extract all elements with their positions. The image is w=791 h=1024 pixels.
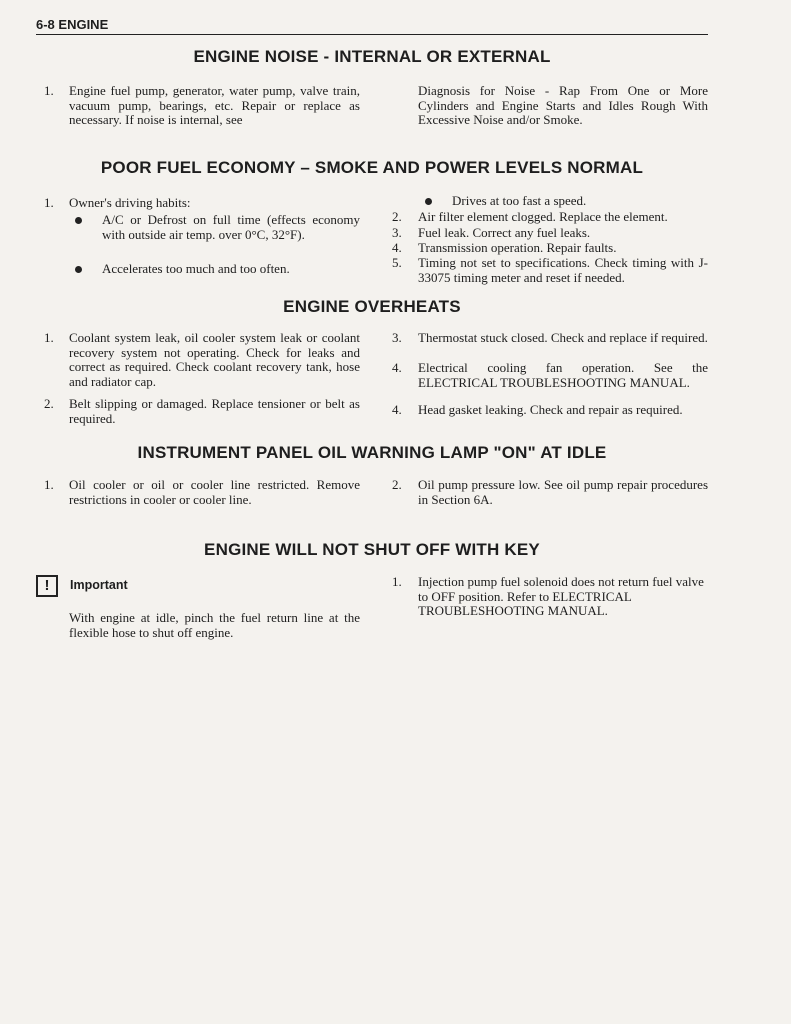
fuel-item-2-text: Air filter element clogged. Replace the element.	[418, 209, 668, 224]
overheat-item-1-text: Coolant system leak, oil cooler system leak or coolant recovery system not operating. Check for leaks and correct as required. Check coolant recovery tank, hose and radiator cap.	[69, 330, 360, 389]
bullet-icon	[75, 266, 82, 273]
overheat-item-2-text: Belt slipping or damaged. Replace tensioner or belt as required.	[69, 396, 360, 426]
noise-item-1-text: Engine fuel pump, generator, water pump, valve train, vacuum pump, bearings, etc. Repair or replace as necessary. If noise is internal, see	[69, 83, 360, 127]
shutoff-item-1-text: Injection pump fuel solenoid does not return fuel valve to OFF position. Refer to ELECTRICAL TROUBLESHOOTING MANUAL.	[418, 574, 704, 618]
item-number: 4.	[392, 360, 402, 375]
fuel-bullet-1-text: A/C or Defrost on full time (effects economy with outside air temp. over 0°C, 32°F).	[102, 212, 360, 242]
item-number: 1.	[44, 330, 54, 345]
item-number: 3.	[392, 225, 402, 240]
important-label: Important	[70, 578, 128, 592]
overheat-item-4-text: Electrical cooling fan operation. See the ELECTRICAL TROUBLESHOOTING MANUAL.	[418, 360, 708, 390]
important-icon: !	[36, 575, 58, 597]
fuel-item-3-text: Fuel leak. Correct any fuel leaks.	[418, 225, 591, 240]
fuel-item-1-text: Owner's driving habits:	[69, 195, 191, 210]
section-title-oil-warning-lamp: INSTRUMENT PANEL OIL WARNING LAMP "ON" AT IDLE	[137, 443, 607, 462]
item-number: 2.	[44, 396, 54, 411]
item-number: 3.	[392, 330, 402, 345]
header-rule	[36, 34, 708, 35]
item-number: 1.	[44, 477, 54, 492]
fuel-bullet-3-text: Drives at too fast a speed.	[452, 193, 587, 208]
fuel-bullet-2-text: Accelerates too much and too often.	[102, 261, 290, 276]
item-number: 4.	[392, 240, 402, 255]
item-number: 4.	[392, 402, 402, 417]
overheat-item-3-text: Thermostat stuck closed. Check and replace if required.	[418, 330, 708, 345]
item-number: 2.	[392, 209, 402, 224]
noise-item-1-continuation: Diagnosis for Noise - Rap From One or More Cylinders and Engine Starts and Idles Rough With Excessive Noise and/or Smoke.	[418, 83, 708, 127]
overheat-item-5-text: Head gasket leaking. Check and repair as required.	[418, 402, 683, 417]
item-number: 5.	[392, 255, 402, 270]
item-number: 1.	[44, 83, 54, 98]
item-number: 1.	[392, 574, 402, 589]
fuel-item-4-text: Transmission operation. Repair faults.	[418, 240, 617, 255]
section-title-engine-noise: ENGINE NOISE - INTERNAL OR EXTERNAL	[193, 47, 551, 66]
section-title-will-not-shut-off: ENGINE WILL NOT SHUT OFF WITH KEY	[204, 540, 540, 559]
item-number: 2.	[392, 477, 402, 492]
lamp-item-2-text: Oil pump pressure low. See oil pump repair procedures in Section 6A.	[418, 477, 708, 507]
section-title-engine-overheats: ENGINE OVERHEATS	[283, 297, 461, 316]
page-header: 6-8 ENGINE	[36, 17, 109, 32]
lamp-item-1-text: Oil cooler or oil or cooler line restricted. Remove restrictions in cooler or cooler line.	[69, 477, 360, 507]
important-note-text: With engine at idle, pinch the fuel return line at the flexible hose to shut off engine.	[69, 610, 360, 640]
section-title-poor-fuel-economy: POOR FUEL ECONOMY – SMOKE AND POWER LEVELS NORMAL	[100, 158, 644, 177]
bullet-icon	[75, 217, 82, 224]
item-number: 1.	[44, 195, 54, 210]
bullet-icon	[425, 198, 432, 205]
fuel-item-5-text: Timing not set to specifications. Check timing with J-33075 timing meter and reset if needed.	[418, 255, 708, 285]
